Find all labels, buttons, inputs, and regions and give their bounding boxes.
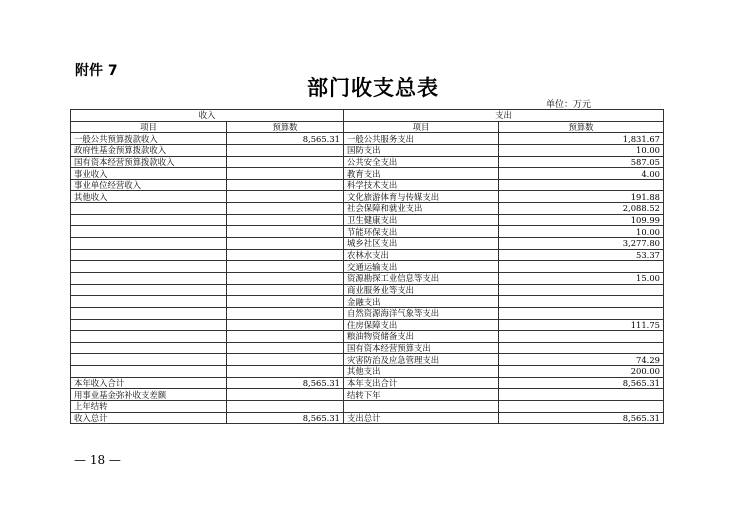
income-value-cell <box>227 366 344 378</box>
income-value-cell <box>227 203 344 215</box>
table-row <box>71 284 664 296</box>
expense-budget-header: 预算数 <box>499 121 664 133</box>
expense-value-cell: 191.88 <box>499 191 664 203</box>
table-row <box>71 226 664 238</box>
grand-expense-label: 支出总计 <box>344 412 499 424</box>
expense-item-cell: 灾害防治及应急管理支出 <box>344 354 499 366</box>
table-column-header-row <box>71 121 664 133</box>
income-value-cell <box>227 191 344 203</box>
income-value-cell <box>227 214 344 226</box>
table-row <box>71 249 664 261</box>
expense-item-cell: 粮油物资储备支出 <box>344 331 499 343</box>
expense-value-cell: 109.99 <box>499 214 664 226</box>
expense-item-cell: 一般公共服务支出 <box>344 133 499 145</box>
income-item-cell: 国有资本经营预算拨款收入 <box>71 156 227 168</box>
table-row <box>71 191 664 203</box>
expense-item-cell: 农林水支出 <box>344 249 499 261</box>
table-row <box>71 331 664 343</box>
annual-total-row <box>71 377 664 389</box>
income-item-cell <box>71 366 227 378</box>
expense-value-cell <box>499 179 664 191</box>
budget-summary-table <box>70 109 664 424</box>
income-item-cell: 一般公共预算拨款收入 <box>71 133 227 145</box>
expense-value-cell: 4.00 <box>499 168 664 180</box>
expense-item-cell: 公共安全支出 <box>344 156 499 168</box>
income-value-cell <box>227 238 344 250</box>
table-row <box>71 307 664 319</box>
expense-value-cell: 53.37 <box>499 249 664 261</box>
expense-item-cell: 住房保障支出 <box>344 319 499 331</box>
grand-total-row <box>71 412 664 424</box>
table-row <box>71 238 664 250</box>
table-row <box>71 179 664 191</box>
income-value-cell <box>227 272 344 284</box>
expense-value-cell <box>499 307 664 319</box>
expense-item-cell: 国有资本经营预算支出 <box>344 342 499 354</box>
income-value-cell <box>227 342 344 354</box>
income-item-cell <box>71 261 227 273</box>
expense-item-cell: 文化旅游体育与传媒支出 <box>344 191 499 203</box>
income-value-cell <box>227 284 344 296</box>
table-row <box>71 366 664 378</box>
expense-item-cell: 节能环保支出 <box>344 226 499 238</box>
income-value-cell <box>227 156 344 168</box>
expense-item-header: 项目 <box>344 121 499 133</box>
grand-income-label: 收入总计 <box>71 412 227 424</box>
income-value-cell <box>227 249 344 261</box>
unit-label: 单位：万元 <box>546 100 592 110</box>
carry-forward-label: 结转下年 <box>344 389 499 401</box>
expense-value-cell <box>499 331 664 343</box>
income-value-cell: 8,565.31 <box>227 133 344 145</box>
income-value-cell <box>227 319 344 331</box>
empty-cell <box>344 401 499 413</box>
table-row <box>71 261 664 273</box>
expense-item-cell: 城乡社区支出 <box>344 238 499 250</box>
income-total-label: 本年收入合计 <box>71 377 227 389</box>
table-row <box>71 272 664 284</box>
income-budget-header: 预算数 <box>227 121 344 133</box>
income-item-header: 项目 <box>71 121 227 133</box>
table-group-header-row <box>71 110 664 122</box>
expense-value-cell <box>499 261 664 273</box>
carry-forward-value <box>499 389 664 401</box>
expense-item-cell: 社会保障和就业支出 <box>344 203 499 215</box>
attachment-label: 附件 7 <box>75 63 118 79</box>
income-value-cell <box>227 144 344 156</box>
expense-item-cell: 资源勘探工业信息等支出 <box>344 272 499 284</box>
expense-value-cell: 3,277.80 <box>499 238 664 250</box>
income-item-cell <box>71 272 227 284</box>
expense-value-cell <box>499 342 664 354</box>
expense-value-cell: 15.00 <box>499 272 664 284</box>
income-item-cell: 事业单位经营收入 <box>71 179 227 191</box>
page-number: — 18 — <box>74 453 121 467</box>
income-item-cell <box>71 307 227 319</box>
table-row <box>71 296 664 308</box>
expense-item-cell: 自然资源海洋气象等支出 <box>344 307 499 319</box>
income-value-cell <box>227 226 344 238</box>
expense-value-cell <box>499 296 664 308</box>
income-header: 收入 <box>71 110 344 122</box>
prior-year-row <box>71 401 664 413</box>
expense-value-cell: 111.75 <box>499 319 664 331</box>
table-row <box>71 133 664 145</box>
expense-value-cell: 74.29 <box>499 354 664 366</box>
income-item-cell <box>71 331 227 343</box>
table-row <box>71 203 664 215</box>
income-value-cell <box>227 261 344 273</box>
income-value-cell <box>227 168 344 180</box>
income-item-cell <box>71 238 227 250</box>
expense-item-cell: 科学技术支出 <box>344 179 499 191</box>
income-value-cell <box>227 354 344 366</box>
expense-item-cell: 金融支出 <box>344 296 499 308</box>
income-item-cell <box>71 342 227 354</box>
expense-value-cell: 10.00 <box>499 144 664 156</box>
income-value-cell <box>227 307 344 319</box>
table-row <box>71 214 664 226</box>
income-value-cell <box>227 296 344 308</box>
expense-item-cell: 其他支出 <box>344 366 499 378</box>
expense-item-cell: 交通运输支出 <box>344 261 499 273</box>
expense-item-cell: 教育支出 <box>344 168 499 180</box>
expense-value-cell: 1,831.67 <box>499 133 664 145</box>
balance-value <box>227 389 344 401</box>
empty-cell <box>499 401 664 413</box>
expense-item-cell: 商业服务业等支出 <box>344 284 499 296</box>
table-row <box>71 319 664 331</box>
expense-value-cell <box>499 284 664 296</box>
income-item-cell: 其他收入 <box>71 191 227 203</box>
prior-year-value <box>227 401 344 413</box>
grand-expense-value: 8,565.31 <box>499 412 664 424</box>
prior-year-label: 上年结转 <box>71 401 227 413</box>
page-title: 部门收支总表 <box>307 75 439 100</box>
income-item-cell <box>71 319 227 331</box>
income-item-cell <box>71 203 227 215</box>
income-item-cell <box>71 354 227 366</box>
table-row <box>71 144 664 156</box>
income-item-cell <box>71 226 227 238</box>
income-item-cell <box>71 284 227 296</box>
income-total-value: 8,565.31 <box>227 377 344 389</box>
expense-total-label: 本年支出合计 <box>344 377 499 389</box>
income-value-cell <box>227 179 344 191</box>
expense-value-cell: 587.05 <box>499 156 664 168</box>
table-row <box>71 156 664 168</box>
income-item-cell: 事业收入 <box>71 168 227 180</box>
expense-header: 支出 <box>344 110 664 122</box>
income-item-cell <box>71 296 227 308</box>
income-value-cell <box>227 331 344 343</box>
table-row <box>71 354 664 366</box>
balance-row <box>71 389 664 401</box>
grand-income-value: 8,565.31 <box>227 412 344 424</box>
expense-item-cell: 国防支出 <box>344 144 499 156</box>
income-item-cell <box>71 214 227 226</box>
table-row <box>71 342 664 354</box>
balance-label: 用事业基金弥补收支差额 <box>71 389 227 401</box>
expense-value-cell: 2,088.52 <box>499 203 664 215</box>
expense-item-cell: 卫生健康支出 <box>344 214 499 226</box>
expense-value-cell: 10.00 <box>499 226 664 238</box>
expense-value-cell: 200.00 <box>499 366 664 378</box>
income-item-cell: 政府性基金预算拨款收入 <box>71 144 227 156</box>
expense-total-value: 8,565.31 <box>499 377 664 389</box>
income-item-cell <box>71 249 227 261</box>
table-row <box>71 168 664 180</box>
